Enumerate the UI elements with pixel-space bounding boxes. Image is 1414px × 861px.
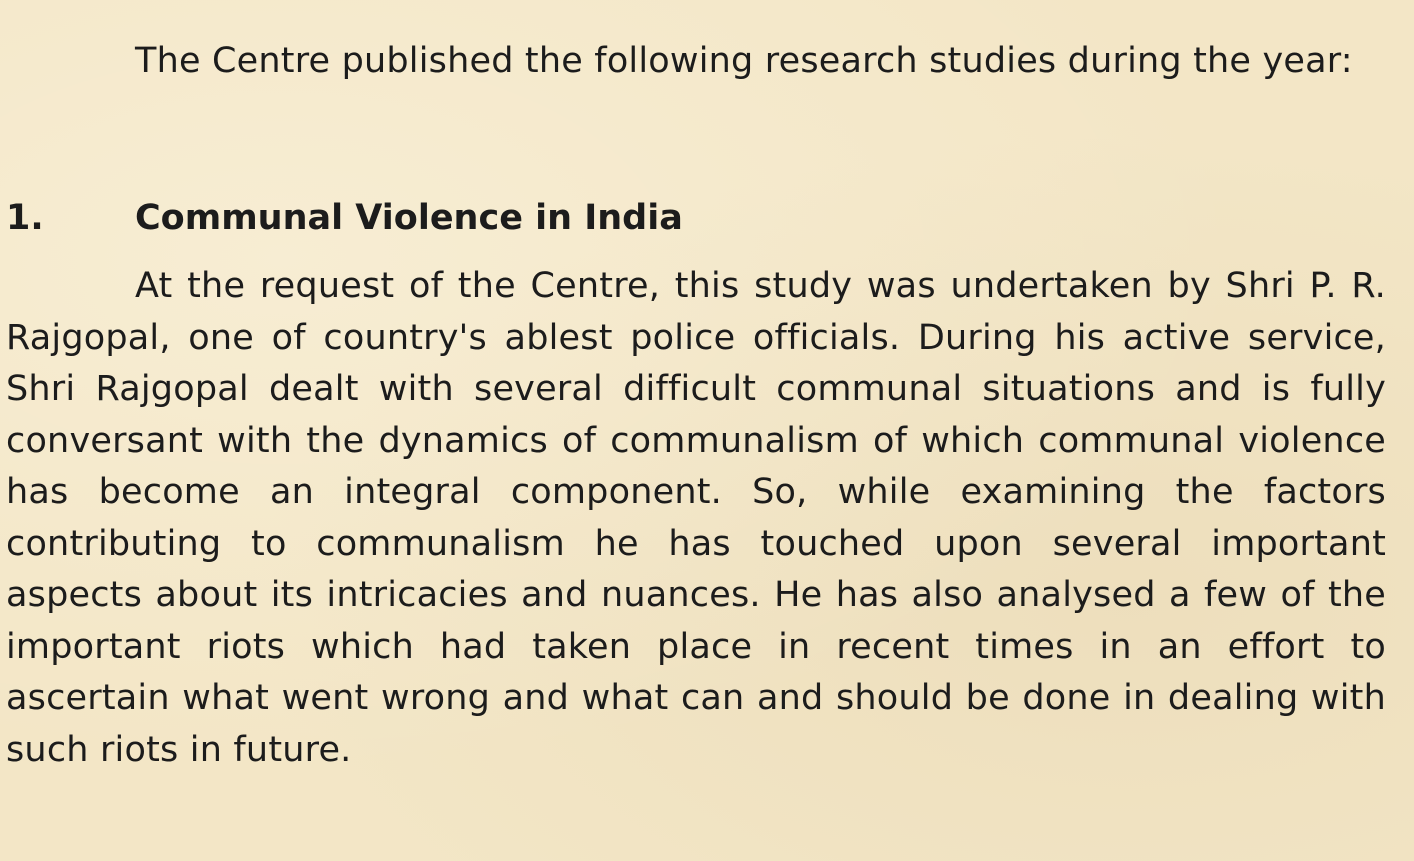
section-number: 1. [6,198,44,238]
section-heading [6,193,1386,245]
section-title: Communal Violence in India [135,198,683,238]
body-paragraph: At the request of the Centre, this study was undertaken by Shri P. R. Rajgopal, one of country's ablest police officials. During his active service, Shri Rajgopal dealt with several difficult communal situations and is fully conversant with the dynamics of communalism of which communal violence has become an integral component. So, while examining the factors contributing to communalism he has touched upon several important aspects about its intricacies and nuances. He has also analysed a few of the important riots which had taken place in recent times in an effort to ascertain what went wrong and what can and should be done in dealing with such riots in future. [6,266,1386,770]
intro-paragraph: The Centre published the following research studies during the year: [135,41,1353,81]
